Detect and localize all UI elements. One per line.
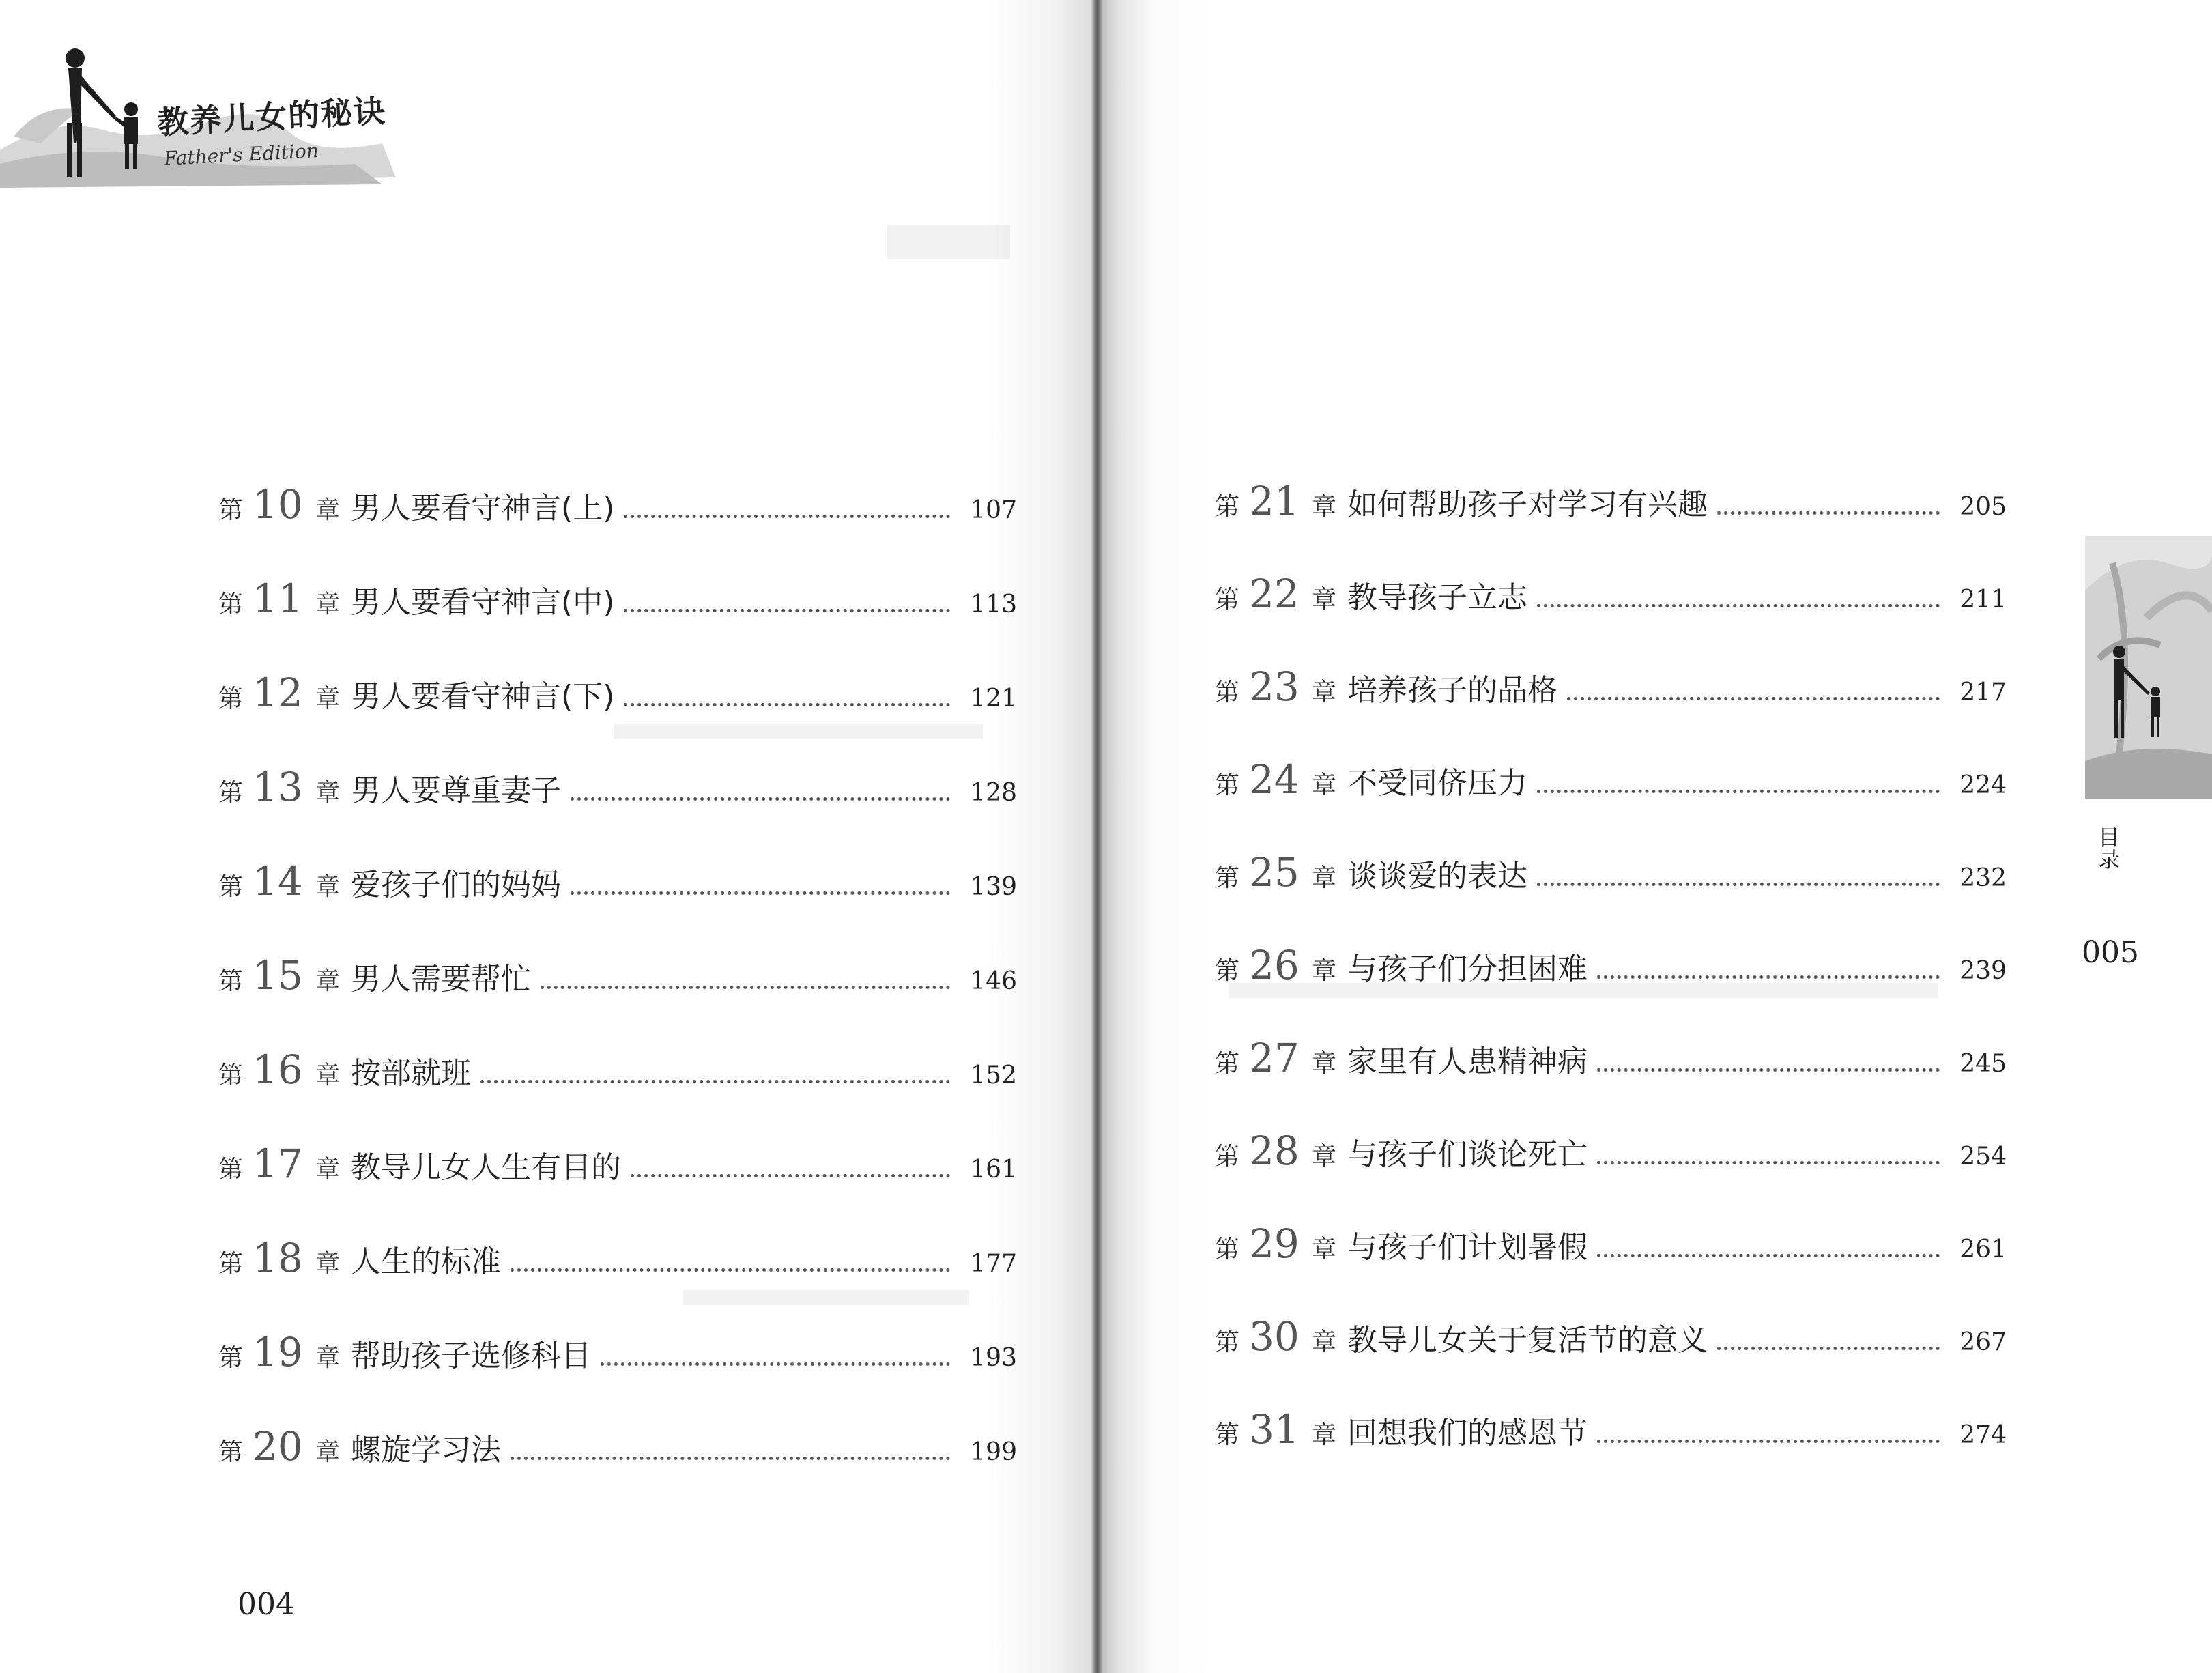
toc-entry xyxy=(218,1329,1017,1375)
toc-entry xyxy=(218,670,1017,716)
toc-entry xyxy=(218,575,1017,622)
chapter-page-number: 267 xyxy=(1959,1328,2007,1356)
chapter-prefix: 第 xyxy=(218,967,244,995)
dot-leader xyxy=(1597,1068,1940,1072)
dot-leader xyxy=(1597,1254,1940,1257)
toc-entry xyxy=(218,1235,1017,1281)
dot-leader xyxy=(631,1174,950,1177)
show-through-mark xyxy=(614,724,983,739)
chapter-title: 回想我们的感恩节 xyxy=(1347,1416,1588,1450)
toc-entry xyxy=(1215,942,2007,988)
toc-entry xyxy=(218,1423,1017,1470)
chapter-suffix: 章 xyxy=(315,873,341,901)
book-header xyxy=(0,27,423,191)
chapter-suffix: 章 xyxy=(1312,586,1337,614)
toc-entry xyxy=(1215,478,2007,524)
chapter-title: 与孩子们分担困难 xyxy=(1347,952,1588,986)
dot-leader xyxy=(1567,697,1940,700)
chapter-page-number: 199 xyxy=(970,1438,1017,1466)
chapter-number: 11 xyxy=(253,575,303,622)
toc-entry xyxy=(1215,1406,2007,1453)
chapter-page-number: 193 xyxy=(970,1344,1017,1372)
chapter-page-number: 274 xyxy=(1959,1421,2007,1449)
toc-entry xyxy=(218,481,1017,528)
toc-entry xyxy=(1215,1128,2007,1174)
chapter-prefix: 第 xyxy=(1215,1235,1240,1263)
chapter-title: 谈谈爱的表达 xyxy=(1347,859,1527,893)
chapter-number: 29 xyxy=(1249,1220,1299,1267)
dot-leader xyxy=(511,1268,950,1272)
chapter-number: 28 xyxy=(1249,1128,1299,1174)
dot-leader xyxy=(511,1457,950,1460)
chapter-title: 与孩子们谈论死亡 xyxy=(1347,1137,1588,1172)
dot-leader xyxy=(1537,883,1940,886)
dot-leader xyxy=(1717,511,1940,515)
dot-leader xyxy=(624,703,950,706)
chapter-suffix: 章 xyxy=(315,1061,341,1089)
chapter-prefix: 第 xyxy=(1215,678,1240,706)
chapter-number: 27 xyxy=(1249,1035,1299,1081)
chapter-prefix: 第 xyxy=(1215,1050,1240,1078)
chapter-title: 家里有人患精神病 xyxy=(1347,1044,1588,1079)
chapter-suffix: 章 xyxy=(315,1156,341,1184)
chapter-prefix: 第 xyxy=(1215,1421,1240,1449)
dot-leader xyxy=(1597,1161,1940,1164)
chapter-number: 26 xyxy=(1249,942,1299,988)
chapter-number: 14 xyxy=(253,858,303,904)
chapter-prefix: 第 xyxy=(1215,864,1240,892)
chapter-prefix: 第 xyxy=(1215,493,1240,521)
dot-leader xyxy=(1597,975,1940,979)
chapter-prefix: 第 xyxy=(1215,771,1240,799)
chapter-page-number: 152 xyxy=(970,1061,1017,1089)
dot-leader xyxy=(1597,1440,1940,1443)
chapter-page-number: 128 xyxy=(970,779,1017,807)
chapter-prefix: 第 xyxy=(1215,957,1240,985)
chapter-number: 16 xyxy=(253,1046,303,1093)
chapter-title: 男人要尊重妻子 xyxy=(351,773,561,808)
chapter-title: 爱孩子们的妈妈 xyxy=(351,868,561,902)
chapter-title: 培养孩子的品格 xyxy=(1347,673,1557,708)
chapter-prefix: 第 xyxy=(218,1344,244,1372)
chapter-title: 按部就班 xyxy=(351,1056,471,1091)
chapter-title: 帮助孩子选修科目 xyxy=(351,1339,591,1373)
chapter-page-number: 139 xyxy=(970,873,1017,901)
chapter-suffix: 章 xyxy=(315,1250,341,1278)
dot-leader xyxy=(571,797,950,801)
side-tab-illustration xyxy=(2085,536,2212,799)
chapter-title: 螺旋学习法 xyxy=(351,1433,501,1468)
chapter-suffix: 章 xyxy=(1312,864,1337,892)
dot-leader xyxy=(541,986,950,989)
page-number-right: 005 xyxy=(2082,935,2139,970)
chapter-suffix: 章 xyxy=(1312,1143,1337,1171)
chapter-suffix: 章 xyxy=(315,496,341,524)
toc-entry xyxy=(1215,1035,2007,1081)
toc-entry xyxy=(1215,849,2007,896)
chapter-number: 19 xyxy=(253,1329,303,1375)
chapter-title: 与孩子们计划暑假 xyxy=(1347,1230,1588,1265)
dot-leader xyxy=(571,891,950,895)
chapter-number: 17 xyxy=(253,1141,303,1187)
chapter-number: 13 xyxy=(253,764,303,810)
chapter-title: 教导儿女关于复活节的意义 xyxy=(1347,1323,1708,1358)
chapter-prefix: 第 xyxy=(1215,1143,1240,1171)
chapter-suffix: 章 xyxy=(1312,1050,1337,1078)
dot-leader xyxy=(1717,1347,1940,1350)
chapter-title: 教导儿女人生有目的 xyxy=(351,1150,621,1185)
chapter-number: 21 xyxy=(1249,478,1299,524)
toc-entry xyxy=(1215,1220,2007,1267)
chapter-prefix: 第 xyxy=(218,496,244,524)
chapter-page-number: 146 xyxy=(970,967,1017,995)
book-gutter xyxy=(1091,0,1104,1673)
chapter-prefix: 第 xyxy=(218,1438,244,1466)
chapter-prefix: 第 xyxy=(218,1156,244,1184)
chapter-number: 30 xyxy=(1249,1313,1299,1360)
chapter-suffix: 章 xyxy=(315,1344,341,1372)
chapter-number: 15 xyxy=(253,952,303,999)
dot-leader xyxy=(601,1362,950,1366)
chapter-title: 人生的标准 xyxy=(351,1244,501,1279)
chapter-page-number: 121 xyxy=(970,685,1017,713)
dot-leader xyxy=(624,609,950,612)
chapter-number: 12 xyxy=(253,670,303,716)
toc-entry xyxy=(1215,663,2007,710)
chapter-title: 教导孩子立志 xyxy=(1347,580,1527,615)
chapter-suffix: 章 xyxy=(1312,957,1337,985)
chapter-title: 男人要看守神言(中) xyxy=(351,585,615,620)
toc-entry xyxy=(1215,1313,2007,1360)
chapter-page-number: 245 xyxy=(1959,1050,2007,1078)
chapter-prefix: 第 xyxy=(218,590,244,618)
chapter-title: 如何帮助孩子对学习有兴趣 xyxy=(1347,487,1708,522)
chapter-prefix: 第 xyxy=(218,873,244,901)
chapter-suffix: 章 xyxy=(1312,1421,1337,1449)
toc-entry xyxy=(218,858,1017,904)
show-through-mark xyxy=(683,1290,969,1305)
chapter-suffix: 章 xyxy=(1312,493,1337,521)
chapter-page-number: 205 xyxy=(1959,493,2007,521)
chapter-number: 20 xyxy=(253,1423,303,1470)
father-child-tab-icon xyxy=(2085,536,2212,799)
chapter-title: 男人需要帮忙 xyxy=(351,962,531,997)
chapter-suffix: 章 xyxy=(315,779,341,807)
chapter-suffix: 章 xyxy=(315,967,341,995)
chapter-prefix: 第 xyxy=(218,1250,244,1278)
chapter-prefix: 第 xyxy=(218,685,244,713)
book-title: 教养儿女的秘诀 xyxy=(156,92,388,141)
show-through-mark xyxy=(887,225,1010,259)
chapter-page-number: 161 xyxy=(970,1156,1017,1184)
chapter-suffix: 章 xyxy=(1312,1328,1337,1356)
chapter-prefix: 第 xyxy=(218,779,244,807)
chapter-suffix: 章 xyxy=(1312,771,1337,799)
chapter-suffix: 章 xyxy=(1312,678,1337,706)
chapter-suffix: 章 xyxy=(315,685,341,713)
toc-entry xyxy=(1215,571,2007,617)
toc-entry xyxy=(218,1141,1017,1187)
chapter-suffix: 章 xyxy=(315,1438,341,1466)
chapter-page-number: 217 xyxy=(1959,678,2007,706)
toc-entry xyxy=(218,952,1017,999)
chapter-page-number: 254 xyxy=(1959,1143,2007,1171)
chapter-suffix: 章 xyxy=(315,590,341,618)
toc-entry xyxy=(1215,756,2007,803)
chapter-number: 22 xyxy=(1249,571,1299,617)
chapter-page-number: 177 xyxy=(970,1250,1017,1278)
chapter-page-number: 239 xyxy=(1959,957,2007,985)
chapter-page-number: 261 xyxy=(1959,1235,2007,1263)
chapter-suffix: 章 xyxy=(1312,1235,1337,1263)
dot-leader xyxy=(624,515,950,518)
chapter-page-number: 107 xyxy=(970,496,1017,524)
chapter-number: 23 xyxy=(1249,663,1299,710)
chapter-number: 25 xyxy=(1249,849,1299,896)
chapter-number: 24 xyxy=(1249,756,1299,803)
toc-entry xyxy=(218,764,1017,810)
chapter-page-number: 211 xyxy=(1959,586,2007,614)
chapter-number: 18 xyxy=(253,1235,303,1281)
chapter-prefix: 第 xyxy=(1215,1328,1240,1356)
chapter-number: 10 xyxy=(253,481,303,528)
page-number-left: 004 xyxy=(238,1587,295,1622)
chapter-prefix: 第 xyxy=(218,1061,244,1089)
dot-leader xyxy=(1537,604,1940,607)
section-label: 目录 xyxy=(2095,826,2121,870)
toc-entry xyxy=(218,1046,1017,1093)
chapter-page-number: 232 xyxy=(1959,864,2007,892)
book-edition: Father's Edition xyxy=(163,139,319,170)
chapter-page-number: 224 xyxy=(1959,771,2007,799)
dot-leader xyxy=(480,1080,950,1083)
chapter-title: 男人要看守神言(上) xyxy=(351,491,615,526)
chapter-prefix: 第 xyxy=(1215,586,1240,614)
chapter-title: 不受同侪压力 xyxy=(1347,766,1527,801)
chapter-page-number: 113 xyxy=(970,590,1017,618)
dot-leader xyxy=(1537,790,1940,793)
chapter-number: 31 xyxy=(1249,1406,1299,1453)
chapter-title: 男人要看守神言(下) xyxy=(351,679,615,714)
